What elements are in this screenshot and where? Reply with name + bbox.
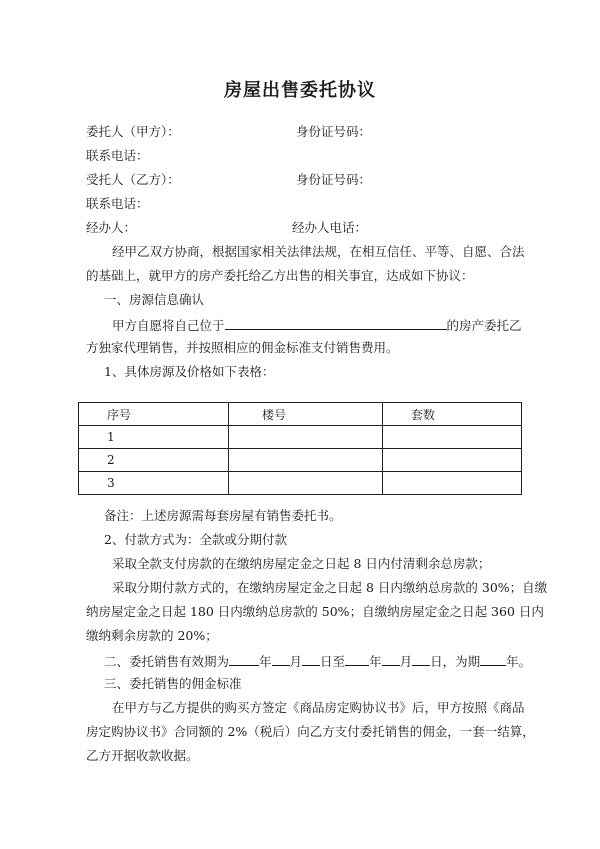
preamble-line-1: 经甲乙双方协商，根据国家相关法律法规，在相互信任、平等、自愿、合法 (112, 244, 525, 259)
end-month-blank (382, 652, 400, 666)
payment-heading: 2、付款方式为：全款或分期付款 (104, 532, 287, 547)
agent-phone-label: 经办人电话： (292, 220, 368, 235)
party-b-phone-label: 联系电话： (86, 196, 149, 211)
section-2-line (104, 652, 531, 670)
table-header-no: 序号 (79, 403, 229, 426)
table-header-row (79, 403, 522, 426)
table-cell-units (383, 449, 522, 472)
section-3-line-2: 房定购协议书》合同额的 2%（税后）向乙方支付委托销售的佣金，一套一结算， (86, 724, 535, 739)
section-1-sub-1: 1、具体房源及价格如下表格： (104, 364, 275, 379)
section-1-line-1 (112, 316, 522, 334)
validity-prefix: 二、委托销售有效期为 (104, 654, 230, 669)
section-1-heading: 一、房源信息确认 (104, 292, 205, 307)
table-cell-units (383, 426, 522, 449)
property-table (78, 402, 522, 495)
location-blank (225, 316, 447, 330)
table-row (79, 449, 522, 472)
section-3-line-1: 在甲方与乙方提供的购买方签定《商品房定购协议书》后，甲方按照《商品 (112, 700, 525, 715)
end-year-blank (345, 652, 369, 666)
document-title: 房屋出售委托协议 (224, 80, 376, 101)
payment-full: 采取全款支付房款的在缴纳房屋定金之日起 8 日内付清剩余总房款； (112, 556, 491, 571)
start-year-unit: 年 (259, 654, 272, 669)
preamble-line-2: 的基础上，就甲方的房产委托给乙方出售的相关事宜，达成如下协议： (86, 268, 474, 283)
agent-label: 经办人： (86, 220, 137, 235)
duration-blank (480, 652, 506, 666)
table-row (79, 426, 522, 449)
end-year-unit: 年 (369, 654, 382, 669)
start-day-blank (302, 652, 320, 666)
party-a-label: 委托人（甲方）： (86, 124, 180, 139)
table-header-units: 套数 (383, 403, 522, 426)
party-a-phone-label: 联系电话： (86, 148, 149, 163)
end-day-blank (412, 652, 430, 666)
section-3-heading: 三、委托销售的佣金标准 (104, 676, 242, 691)
table-cell-no: 1 (79, 426, 229, 449)
party-b-label: 受托人（乙方）： (86, 172, 180, 187)
table-cell-building (229, 472, 383, 495)
duration-unit: 年。 (506, 654, 532, 669)
table-row (79, 472, 522, 495)
party-b-id-label: 身份证号码： (296, 172, 372, 187)
party-a-id-label: 身份证号码： (296, 124, 372, 139)
location-suffix: 的房产委托乙 (446, 318, 522, 333)
table-header-building: 楼号 (229, 403, 383, 426)
table-cell-units (383, 472, 522, 495)
end-month-unit: 月 (399, 654, 413, 669)
table-cell-building (229, 426, 383, 449)
table-cell-building (229, 449, 383, 472)
location-prefix: 甲方自愿将自己位于 (112, 318, 225, 333)
section-3-line-3: 乙方开据收款收据。 (86, 748, 199, 763)
start-month-blank (272, 652, 290, 666)
start-day-unit: 日至 (320, 654, 346, 669)
table-cell-no: 2 (79, 449, 229, 472)
payment-installment-2: 纳房屋定金之日起 180 日内缴纳总房款的 50%；自缴纳房屋定金之日起 360 日内 (86, 604, 544, 619)
table-cell-no: 3 (79, 472, 229, 495)
start-year-blank (229, 652, 259, 666)
start-month-unit: 月 (289, 654, 303, 669)
payment-installment-1: 采取分期付款方式的，在缴纳房屋定金之日起 8 日内缴纳总房款的 30%；自缴 (112, 580, 548, 595)
table-note: 备注：上述房源需每套房屋有销售委托书。 (104, 508, 342, 523)
section-1-line-2: 方独家代理销售，并按照相应的佣金标准支付销售费用。 (86, 340, 399, 355)
payment-installment-3: 缴纳剩余房款的 20%； (86, 628, 218, 643)
end-day-unit: 日，为期 (430, 654, 481, 669)
